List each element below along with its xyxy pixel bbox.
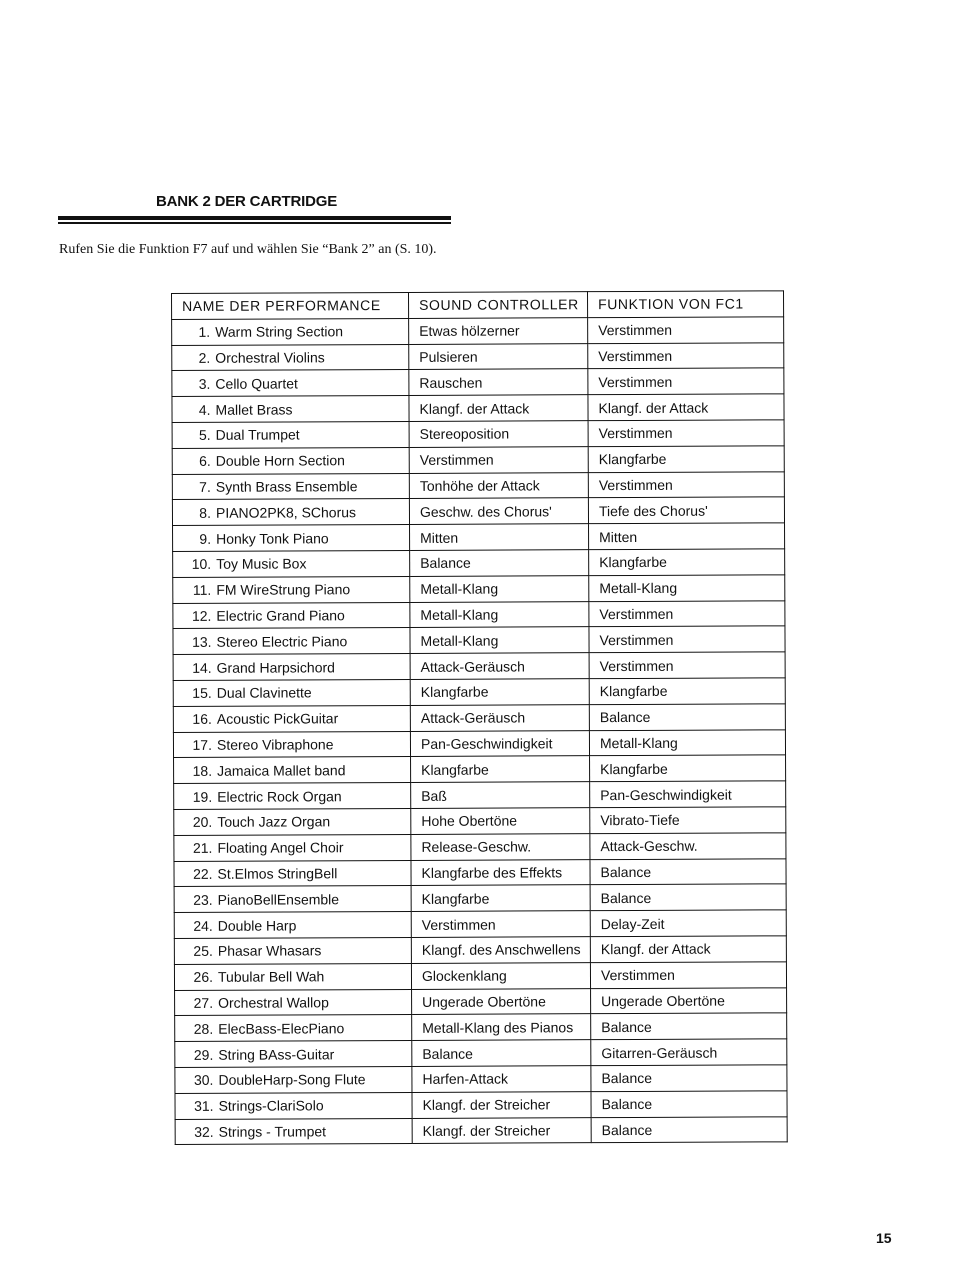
fc1-function-cell: Verstimmen xyxy=(589,626,785,653)
sound-controller-cell: Harfen-Attack xyxy=(412,1066,591,1093)
performance-number: 24. xyxy=(193,917,213,934)
table-row xyxy=(174,755,786,783)
performance-number: 16. xyxy=(192,710,212,728)
performance-name-cell xyxy=(174,886,411,913)
header-performance-name: NAME DER PERFORMANCE xyxy=(172,292,409,319)
performance-number: 10. xyxy=(191,556,212,573)
performance-name-cell xyxy=(175,989,412,1016)
sound-controller-cell: Verstimmen xyxy=(409,446,588,473)
performance-name: Jamaica Mallet band xyxy=(217,761,346,779)
table-row xyxy=(172,446,784,474)
sound-controller-cell: Rauschen xyxy=(409,369,588,396)
sound-controller-cell: Klangf. der Streicher xyxy=(412,1091,591,1118)
performance-number: 22. xyxy=(193,865,213,882)
performance-name: Grand Harpsichord xyxy=(216,658,335,676)
performance-name: Dual Clavinette xyxy=(216,684,312,702)
fc1-function-cell: Verstimmen xyxy=(588,368,784,395)
sound-controller-cell: Balance xyxy=(412,1040,591,1067)
fc1-function-cell: Verstimmen xyxy=(588,342,784,369)
performance-name: PianoBellEnsemble xyxy=(217,890,340,908)
performance-name: Mallet Brass xyxy=(215,401,293,418)
performance-number: 21. xyxy=(192,839,213,857)
performance-name-cell xyxy=(175,1015,412,1042)
performance-number: 13. xyxy=(192,633,212,650)
sound-controller-cell: Klangf. des Anschwellens xyxy=(411,937,590,964)
performance-number: 11. xyxy=(192,581,212,599)
sound-controller-cell: Metall-Klang xyxy=(410,575,589,602)
heading-double-rule xyxy=(58,216,451,225)
performance-name: Stereo Electric Piano xyxy=(216,632,348,650)
performance-name-cell xyxy=(174,963,411,990)
sound-controller-cell: Etwas hölzerner xyxy=(409,317,588,344)
fc1-function-cell: Verstimmen xyxy=(589,600,785,627)
table-row xyxy=(172,368,784,396)
performance-name: Electric Grand Piano xyxy=(216,607,345,624)
section-heading: BANK 2 DER CARTRIDGE xyxy=(156,193,338,210)
performance-name-cell xyxy=(172,344,409,371)
fc1-function-cell: Klangf. der Attack xyxy=(590,936,786,963)
performance-name: Phasar Whasars xyxy=(217,942,322,960)
performance-name: St.Elmos StringBell xyxy=(217,865,338,882)
performance-name-cell xyxy=(174,757,411,784)
table-row xyxy=(175,1013,787,1041)
performance-name-cell xyxy=(172,318,409,345)
sound-controller-cell: Stereoposition xyxy=(409,421,588,448)
fc1-function-cell: Balance xyxy=(591,1013,787,1040)
table-row xyxy=(174,962,786,990)
performance-name-cell xyxy=(172,499,409,526)
performance-number: 28. xyxy=(193,1020,214,1037)
performance-name: Floating Angel Choir xyxy=(217,839,344,856)
fc1-function-cell: Balance xyxy=(590,858,786,885)
performance-name: Strings-ClariSolo xyxy=(218,1097,324,1114)
performance-name: PIANO2PK8, SChorus xyxy=(215,503,357,521)
table-row xyxy=(173,575,785,603)
performance-name-cell xyxy=(173,731,410,758)
performance-number: 20. xyxy=(192,814,213,831)
performance-number: 14. xyxy=(192,659,212,676)
sound-controller-cell: Klangf. der Attack xyxy=(409,395,588,422)
table-row xyxy=(174,807,786,835)
performance-name-cell xyxy=(175,1118,412,1145)
table-row xyxy=(173,704,785,732)
table-header-row xyxy=(172,291,784,319)
fc1-function-cell: Balance xyxy=(590,884,786,911)
performance-number: 32. xyxy=(194,1123,214,1140)
table-row xyxy=(172,342,784,370)
table-body xyxy=(172,317,788,1145)
sound-controller-cell: Metall-Klang xyxy=(410,627,589,654)
table-row xyxy=(173,523,785,551)
table-row xyxy=(172,317,784,345)
performance-name-cell xyxy=(172,421,409,448)
performance-name: Touch Jazz Organ xyxy=(217,813,331,831)
sound-controller-cell: Hohe Obertöne xyxy=(411,808,590,835)
performance-name-cell xyxy=(173,525,410,552)
fc1-function-cell: Klangfarbe xyxy=(589,549,785,576)
table-row xyxy=(174,833,786,861)
performance-name-cell xyxy=(175,1092,412,1119)
fc1-function-cell: Gitarren-Geräusch xyxy=(591,1039,787,1066)
table-row xyxy=(174,781,786,809)
performance-name: Orchestral Violins xyxy=(215,349,325,366)
fc1-function-cell: Metall-Klang xyxy=(589,729,785,756)
performance-name-cell xyxy=(172,370,409,397)
table-row xyxy=(173,678,785,706)
sound-controller-cell: Attack-Geräusch xyxy=(410,704,589,731)
performance-name: ElecBass-ElecPiano xyxy=(218,1019,345,1037)
performance-number: 29. xyxy=(193,1046,214,1063)
performance-number: 30. xyxy=(193,1072,214,1089)
performance-name-cell xyxy=(173,705,410,732)
sound-controller-cell: Metall-Klang des Pianos xyxy=(412,1014,591,1041)
performance-number: 27. xyxy=(193,994,214,1011)
table-row xyxy=(174,858,786,886)
performance-number: 1. xyxy=(198,324,211,341)
performance-name: Double Horn Section xyxy=(215,452,345,469)
performance-number: 18. xyxy=(192,762,213,779)
performance-number: 2. xyxy=(198,349,211,366)
performance-number: 15. xyxy=(192,685,212,702)
performance-name-cell xyxy=(173,628,410,655)
performance-number: 25. xyxy=(193,943,213,960)
sound-controller-cell: Release-Geschw. xyxy=(411,833,590,860)
performance-name-cell xyxy=(172,447,409,474)
sound-controller-cell: Glockenklang xyxy=(411,962,590,989)
sound-controller-cell: Klangfarbe des Effekts xyxy=(411,859,590,886)
heading-rule-thick xyxy=(58,216,451,220)
performance-name-cell xyxy=(173,550,410,577)
sound-controller-cell: Pulsieren xyxy=(409,343,588,370)
fc1-function-cell: Tiefe des Chorus' xyxy=(588,497,784,524)
fc1-function-cell: Ungerade Obertöne xyxy=(591,987,787,1014)
sound-controller-cell: Klangfarbe xyxy=(411,885,590,912)
table-row xyxy=(173,549,785,577)
fc1-function-cell: Delay-Zeit xyxy=(590,910,786,937)
performance-number: 9. xyxy=(199,530,212,547)
table-row xyxy=(175,1091,787,1119)
table-row xyxy=(173,729,785,757)
fc1-function-cell: Verstimmen xyxy=(588,317,784,344)
sound-controller-cell: Tonhöhe der Attack xyxy=(409,472,588,499)
performance-name: Acoustic PickGuitar xyxy=(216,710,339,727)
performance-name: Stereo Vibraphone xyxy=(216,736,334,753)
performance-name: Cello Quartet xyxy=(215,375,298,392)
performance-name: Synth Brass Ensemble xyxy=(215,478,358,495)
fc1-function-cell: Mitten xyxy=(589,523,785,550)
heading-rule-thin xyxy=(58,222,451,224)
performance-number: 26. xyxy=(193,968,214,986)
table-row xyxy=(175,987,787,1015)
performance-name-cell xyxy=(175,1041,412,1068)
performance-name: Warm String Section xyxy=(215,323,344,340)
performance-name-cell xyxy=(174,860,411,887)
performance-name: Dual Trumpet xyxy=(215,426,300,444)
fc1-function-cell: Klangf. der Attack xyxy=(588,394,784,421)
performance-name-cell xyxy=(172,396,409,423)
table-row xyxy=(175,1039,787,1067)
performance-name: String BAss-Guitar xyxy=(218,1045,335,1063)
table-row xyxy=(174,910,786,938)
performance-name-cell xyxy=(173,654,410,681)
performance-name: Electric Rock Organ xyxy=(217,787,342,805)
fc1-function-cell: Klangfarbe xyxy=(590,755,786,782)
performance-number: 7. xyxy=(199,478,211,495)
performance-number: 17. xyxy=(192,736,213,753)
table-row xyxy=(175,1116,787,1144)
fc1-function-cell: Pan-Geschwindigkeit xyxy=(590,781,786,808)
performance-number: 31. xyxy=(194,1097,214,1115)
performance-name: Double Harp xyxy=(217,916,297,934)
sound-controller-cell: Ungerade Obertöne xyxy=(412,988,591,1015)
sound-controller-cell: Baß xyxy=(411,782,590,809)
performance-name-cell xyxy=(174,834,411,861)
fc1-function-cell: Vibrato-Tiefe xyxy=(590,807,786,834)
performance-name-cell xyxy=(174,912,411,939)
fc1-function-cell: Verstimmen xyxy=(589,652,785,679)
table-row xyxy=(173,626,785,654)
fc1-function-cell: Balance xyxy=(591,1065,787,1092)
performance-number: 5. xyxy=(198,427,211,444)
table-row xyxy=(172,394,784,422)
fc1-function-cell: Metall-Klang xyxy=(589,575,785,602)
performance-name-cell xyxy=(172,473,409,500)
fc1-function-cell: Verstimmen xyxy=(588,420,784,447)
performance-number: 12. xyxy=(191,607,212,624)
fc1-function-cell: Klangfarbe xyxy=(588,446,784,473)
fc1-function-cell: Verstimmen xyxy=(590,962,786,989)
sound-controller-cell: Klangfarbe xyxy=(411,756,590,783)
performance-name: Orchestral Wallop xyxy=(218,994,329,1011)
performance-number: 19. xyxy=(192,788,213,805)
table-row xyxy=(172,420,784,448)
performance-name: Tubular Bell Wah xyxy=(217,968,325,985)
sound-controller-cell: Klangfarbe xyxy=(410,679,589,706)
table-row xyxy=(174,936,786,964)
sound-controller-cell: Attack-Geräusch xyxy=(410,653,589,680)
performance-name-cell xyxy=(173,576,410,603)
performance-name: FM WireStrung Piano xyxy=(216,581,351,598)
performance-name-cell xyxy=(175,1066,412,1093)
table-row xyxy=(172,471,784,499)
fc1-function-cell: Balance xyxy=(591,1091,787,1118)
fc1-function-cell: Verstimmen xyxy=(588,471,784,498)
fc1-function-cell: Attack-Geschw. xyxy=(590,833,786,860)
sound-controller-cell: Pan-Geschwindigkeit xyxy=(410,730,589,757)
table-row xyxy=(173,600,785,628)
fc1-function-cell: Balance xyxy=(591,1116,787,1143)
performance-name: Honky Tonk Piano xyxy=(216,529,329,547)
table-row xyxy=(172,497,784,525)
header-fc1-function: FUNKTION VON FC1 xyxy=(587,291,783,318)
sound-controller-cell: Klangf. der Streicher xyxy=(412,1117,591,1144)
performance-name: DoubleHarp-Song Flute xyxy=(218,1071,366,1089)
page-number: 15 xyxy=(876,1230,892,1246)
table-row xyxy=(174,884,786,912)
performance-name: Strings - Trumpet xyxy=(218,1123,327,1140)
fc1-function-cell: Balance xyxy=(589,704,785,731)
performance-number: 8. xyxy=(199,504,211,521)
performance-name-cell xyxy=(174,937,411,964)
sound-controller-cell: Geschw. des Chorus' xyxy=(409,498,588,525)
performance-table xyxy=(171,290,788,1145)
fc1-function-cell: Klangfarbe xyxy=(589,678,785,705)
table-row xyxy=(173,652,785,680)
intro-paragraph: Rufen Sie die Funktion F7 auf und wählen Sie “Bank 2” an (S. 10). xyxy=(59,242,437,257)
performance-number: 6. xyxy=(199,453,211,470)
performance-number: 3. xyxy=(198,375,211,392)
performance-number: 4. xyxy=(198,401,211,418)
performance-name-cell xyxy=(173,679,410,706)
table-row xyxy=(175,1065,787,1093)
performance-name: Toy Music Box xyxy=(216,555,307,573)
header-sound-controller: SOUND CONTROLLER xyxy=(408,292,587,319)
sound-controller-cell: Mitten xyxy=(410,524,589,551)
performance-name-cell xyxy=(174,783,411,810)
sound-controller-cell: Balance xyxy=(410,550,589,577)
performance-number: 23. xyxy=(193,891,213,908)
sound-controller-cell: Metall-Klang xyxy=(410,601,589,628)
performance-name-cell xyxy=(173,602,410,629)
sound-controller-cell: Verstimmen xyxy=(411,911,590,938)
performance-name-cell xyxy=(174,808,411,835)
